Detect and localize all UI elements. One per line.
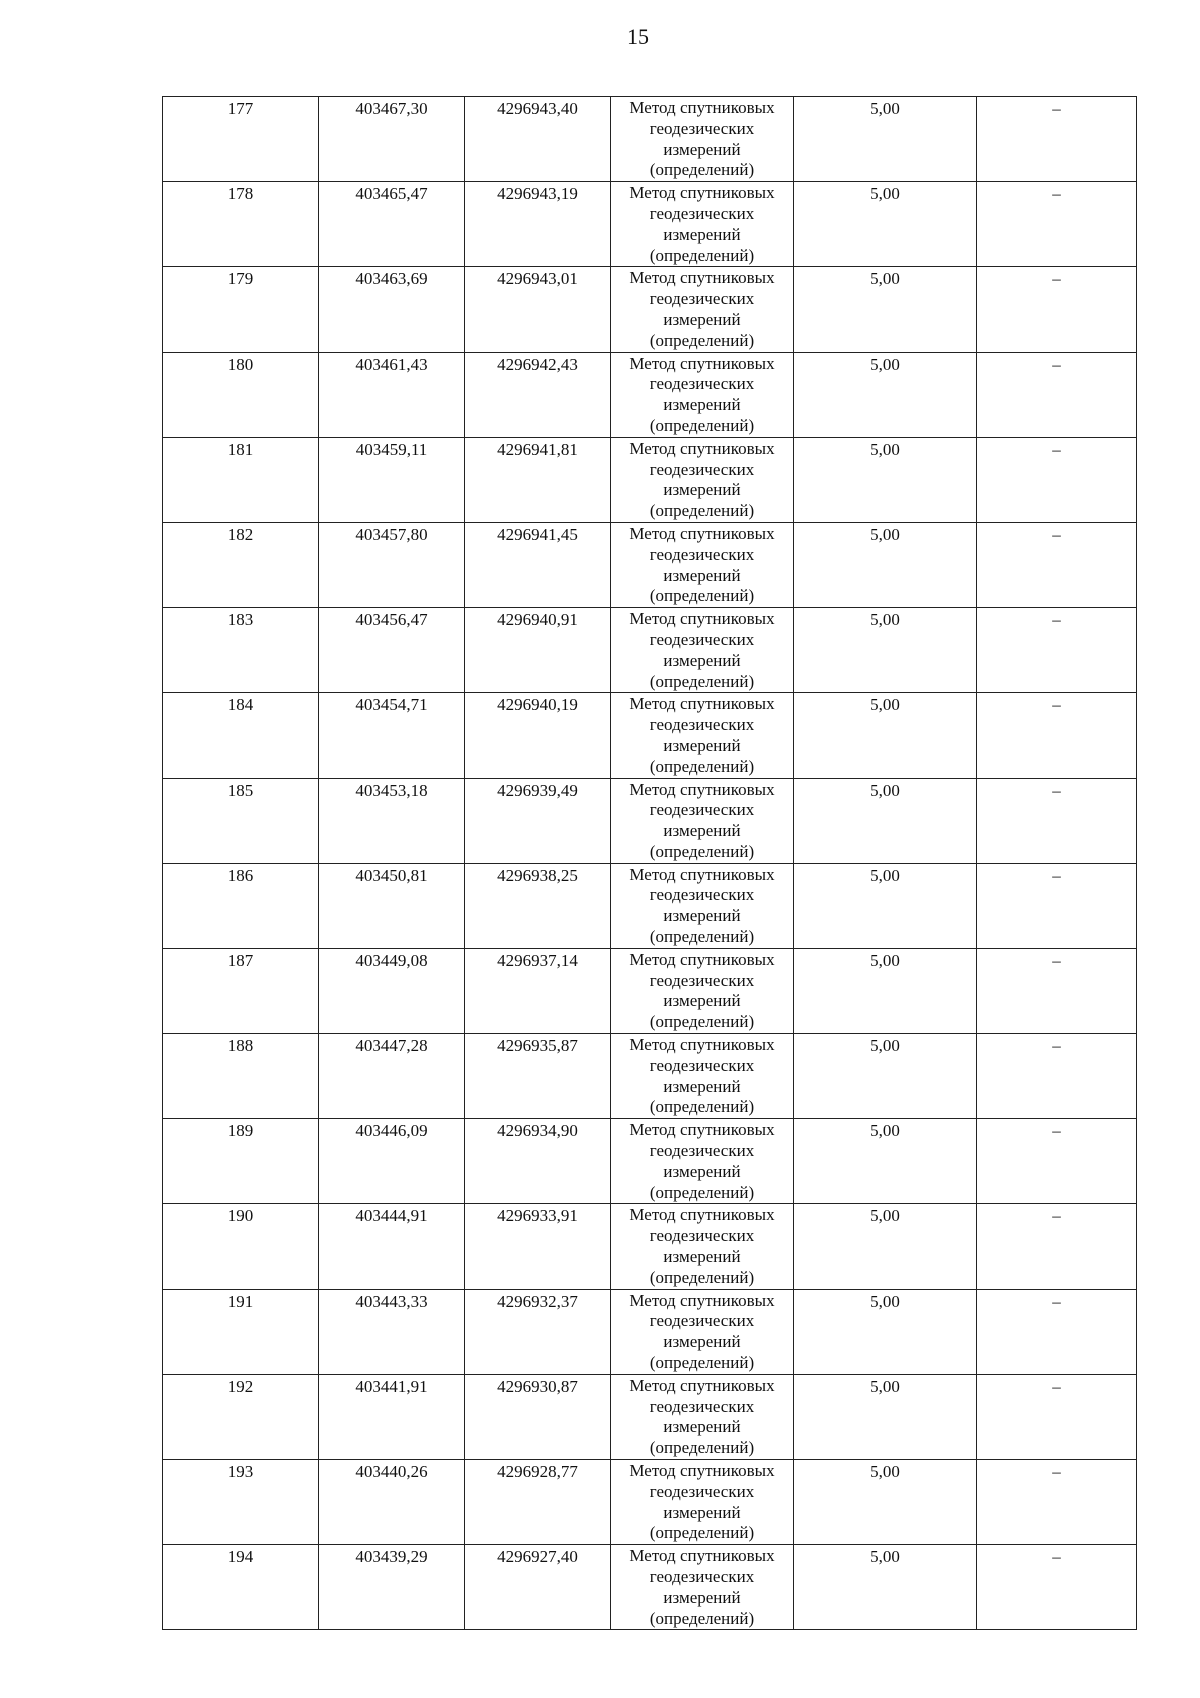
- table-row: [163, 1545, 1137, 1630]
- method-line: геодезических: [649, 1566, 755, 1586]
- method-line: Метод спутниковых: [629, 1120, 775, 1140]
- description-cell: –: [977, 778, 1137, 863]
- accuracy-cell: 5,00: [794, 608, 977, 693]
- x-coordinate-cell: 403450,81: [319, 863, 465, 948]
- method-line: измерений: [663, 650, 741, 670]
- method-line: Метод спутниковых: [629, 268, 775, 288]
- table-row: [163, 693, 1137, 778]
- point-number-cell: 192: [163, 1374, 319, 1459]
- table-row: [163, 522, 1137, 607]
- method-line: геодезических: [649, 374, 755, 394]
- method-line: (определений): [649, 1523, 755, 1543]
- method-cell: [611, 608, 794, 693]
- method-line: (определений): [649, 330, 755, 350]
- method-line: геодезических: [649, 459, 755, 479]
- point-number-cell: 185: [163, 778, 319, 863]
- description-cell: –: [977, 863, 1137, 948]
- accuracy-cell: 5,00: [794, 182, 977, 267]
- method-line: Метод спутниковых: [629, 1375, 775, 1395]
- description-cell: –: [977, 608, 1137, 693]
- accuracy-cell: 5,00: [794, 437, 977, 522]
- table-row: [163, 97, 1137, 182]
- point-number-cell: 191: [163, 1289, 319, 1374]
- method-line: измерений: [663, 991, 741, 1011]
- method-cell: [611, 522, 794, 607]
- method-cell: [611, 1204, 794, 1289]
- method-line: (определений): [649, 1267, 755, 1287]
- method-line: измерений: [663, 139, 741, 159]
- table-row: [163, 1204, 1137, 1289]
- method-line: геодезических: [649, 629, 755, 649]
- method-line: измерений: [663, 821, 741, 841]
- method-line: (определений): [649, 1182, 755, 1202]
- method-line: (определений): [649, 671, 755, 691]
- accuracy-cell: 5,00: [794, 352, 977, 437]
- table-row: [163, 778, 1137, 863]
- method-line: (определений): [649, 586, 755, 606]
- method-line: измерений: [663, 906, 741, 926]
- method-line: измерений: [663, 1587, 741, 1607]
- accuracy-cell: 5,00: [794, 948, 977, 1033]
- x-coordinate-cell: 403457,80: [319, 522, 465, 607]
- table-row: [163, 267, 1137, 352]
- x-coordinate-cell: 403447,28: [319, 1034, 465, 1119]
- point-number-cell: 187: [163, 948, 319, 1033]
- method-line: измерений: [663, 1161, 741, 1181]
- y-coordinate-cell: 4296927,40: [465, 1545, 611, 1630]
- method-line: (определений): [649, 1438, 755, 1458]
- point-number-cell: 193: [163, 1460, 319, 1545]
- y-coordinate-cell: 4296934,90: [465, 1119, 611, 1204]
- accuracy-cell: 5,00: [794, 693, 977, 778]
- method-line: измерений: [663, 1502, 741, 1522]
- description-cell: –: [977, 1460, 1137, 1545]
- point-number-cell: 178: [163, 182, 319, 267]
- method-cell: [611, 97, 794, 182]
- method-line: Метод спутниковых: [629, 353, 775, 373]
- method-line: измерений: [663, 1247, 741, 1267]
- x-coordinate-cell: 403443,33: [319, 1289, 465, 1374]
- method-line: геодезических: [649, 1396, 755, 1416]
- description-cell: –: [977, 267, 1137, 352]
- accuracy-cell: 5,00: [794, 1204, 977, 1289]
- method-line: (определений): [649, 1097, 755, 1117]
- method-cell: [611, 1374, 794, 1459]
- table-row: [163, 1374, 1137, 1459]
- method-line: геодезических: [649, 715, 755, 735]
- method-line: Метод спутниковых: [629, 1205, 775, 1225]
- method-line: (определений): [649, 1608, 755, 1628]
- method-cell: [611, 1119, 794, 1204]
- y-coordinate-cell: 4296939,49: [465, 778, 611, 863]
- point-number-cell: 194: [163, 1545, 319, 1630]
- table-row: [163, 948, 1137, 1033]
- table-row: [163, 1034, 1137, 1119]
- y-coordinate-cell: 4296937,14: [465, 948, 611, 1033]
- table-row: [163, 1460, 1137, 1545]
- method-line: Метод спутниковых: [629, 864, 775, 884]
- method-line: измерений: [663, 309, 741, 329]
- description-cell: –: [977, 352, 1137, 437]
- table-row: [163, 1289, 1137, 1374]
- method-line: геодезических: [649, 1311, 755, 1331]
- description-cell: –: [977, 1289, 1137, 1374]
- method-line: Метод спутниковых: [629, 609, 775, 629]
- method-line: измерений: [663, 1417, 741, 1437]
- accuracy-cell: 5,00: [794, 267, 977, 352]
- point-number-cell: 184: [163, 693, 319, 778]
- method-line: (определений): [649, 927, 755, 947]
- page-number: 15: [627, 24, 649, 49]
- point-number-cell: 183: [163, 608, 319, 693]
- y-coordinate-cell: 4296938,25: [465, 863, 611, 948]
- method-line: Метод спутниковых: [629, 523, 775, 543]
- method-line: геодезических: [649, 1226, 755, 1246]
- method-line: Метод спутниковых: [629, 949, 775, 969]
- y-coordinate-cell: 4296940,91: [465, 608, 611, 693]
- method-line: геодезических: [649, 1055, 755, 1075]
- y-coordinate-cell: 4296941,45: [465, 522, 611, 607]
- method-line: (определений): [649, 160, 755, 180]
- description-cell: –: [977, 522, 1137, 607]
- y-coordinate-cell: 4296943,01: [465, 267, 611, 352]
- method-line: измерений: [663, 1076, 741, 1096]
- description-cell: –: [977, 437, 1137, 522]
- method-line: измерений: [663, 1332, 741, 1352]
- accuracy-cell: 5,00: [794, 97, 977, 182]
- method-line: Метод спутниковых: [629, 183, 775, 203]
- x-coordinate-cell: 403456,47: [319, 608, 465, 693]
- accuracy-cell: 5,00: [794, 1374, 977, 1459]
- method-line: измерений: [663, 395, 741, 415]
- method-line: Метод спутниковых: [629, 1290, 775, 1310]
- description-cell: –: [977, 1034, 1137, 1119]
- accuracy-cell: 5,00: [794, 522, 977, 607]
- method-cell: [611, 1460, 794, 1545]
- method-line: геодезических: [649, 970, 755, 990]
- method-cell: [611, 182, 794, 267]
- description-cell: –: [977, 693, 1137, 778]
- description-cell: –: [977, 182, 1137, 267]
- method-line: геодезических: [649, 289, 755, 309]
- point-number-cell: 182: [163, 522, 319, 607]
- method-line: (определений): [649, 841, 755, 861]
- method-line: (определений): [649, 415, 755, 435]
- y-coordinate-cell: 4296932,37: [465, 1289, 611, 1374]
- method-line: измерений: [663, 480, 741, 500]
- table-row: [163, 437, 1137, 522]
- y-coordinate-cell: 4296943,40: [465, 97, 611, 182]
- accuracy-cell: 5,00: [794, 1545, 977, 1630]
- description-cell: –: [977, 1119, 1137, 1204]
- method-cell: [611, 437, 794, 522]
- point-number-cell: 181: [163, 437, 319, 522]
- coordinates-table-body: [163, 97, 1137, 1630]
- method-cell: [611, 863, 794, 948]
- method-line: геодезических: [649, 203, 755, 223]
- y-coordinate-cell: 4296935,87: [465, 1034, 611, 1119]
- table-row: [163, 608, 1137, 693]
- table-row: [163, 863, 1137, 948]
- x-coordinate-cell: 403459,11: [319, 437, 465, 522]
- method-cell: [611, 948, 794, 1033]
- method-line: Метод спутниковых: [629, 694, 775, 714]
- table-row: [163, 182, 1137, 267]
- description-cell: –: [977, 1374, 1137, 1459]
- method-line: Метод спутниковых: [629, 438, 775, 458]
- y-coordinate-cell: 4296941,81: [465, 437, 611, 522]
- method-line: измерений: [663, 565, 741, 585]
- method-cell: [611, 693, 794, 778]
- method-line: (определений): [649, 1012, 755, 1032]
- method-line: Метод спутниковых: [629, 1461, 775, 1480]
- point-number-cell: 188: [163, 1034, 319, 1119]
- method-line: Метод спутниковых: [629, 1546, 775, 1566]
- method-cell: [611, 1545, 794, 1630]
- method-line: (определений): [649, 245, 755, 265]
- method-line: геодезических: [649, 1141, 755, 1161]
- method-cell: [611, 778, 794, 863]
- method-cell: [611, 1034, 794, 1119]
- point-number-cell: 190: [163, 1204, 319, 1289]
- accuracy-cell: 5,00: [794, 1034, 977, 1119]
- method-line: Метод спутниковых: [629, 779, 775, 799]
- accuracy-cell: 5,00: [794, 863, 977, 948]
- method-line: Метод спутниковых: [629, 98, 775, 117]
- y-coordinate-cell: 4296930,87: [465, 1374, 611, 1459]
- x-coordinate-cell: 403467,30: [319, 97, 465, 182]
- x-coordinate-cell: 403441,91: [319, 1374, 465, 1459]
- method-cell: [611, 267, 794, 352]
- x-coordinate-cell: 403446,09: [319, 1119, 465, 1204]
- y-coordinate-cell: 4296942,43: [465, 352, 611, 437]
- method-line: (определений): [649, 501, 755, 521]
- point-number-cell: 180: [163, 352, 319, 437]
- method-line: геодезических: [649, 118, 755, 138]
- x-coordinate-cell: 403449,08: [319, 948, 465, 1033]
- x-coordinate-cell: 403454,71: [319, 693, 465, 778]
- x-coordinate-cell: 403461,43: [319, 352, 465, 437]
- point-number-cell: 186: [163, 863, 319, 948]
- x-coordinate-cell: 403463,69: [319, 267, 465, 352]
- y-coordinate-cell: 4296943,19: [465, 182, 611, 267]
- method-line: геодезических: [649, 1481, 755, 1501]
- point-number-cell: 177: [163, 97, 319, 182]
- y-coordinate-cell: 4296933,91: [465, 1204, 611, 1289]
- description-cell: –: [977, 1545, 1137, 1630]
- accuracy-cell: 5,00: [794, 778, 977, 863]
- x-coordinate-cell: 403465,47: [319, 182, 465, 267]
- method-line: измерений: [663, 224, 741, 244]
- method-cell: [611, 1289, 794, 1374]
- accuracy-cell: 5,00: [794, 1119, 977, 1204]
- table-row: [163, 352, 1137, 437]
- accuracy-cell: 5,00: [794, 1289, 977, 1374]
- method-line: Метод спутниковых: [629, 1035, 775, 1055]
- method-line: (определений): [649, 1353, 755, 1373]
- method-line: геодезических: [649, 800, 755, 820]
- x-coordinate-cell: 403439,29: [319, 1545, 465, 1630]
- description-cell: –: [977, 1204, 1137, 1289]
- method-line: измерений: [663, 735, 741, 755]
- accuracy-cell: 5,00: [794, 1460, 977, 1545]
- method-cell: [611, 352, 794, 437]
- x-coordinate-cell: 403440,26: [319, 1460, 465, 1545]
- x-coordinate-cell: 403444,91: [319, 1204, 465, 1289]
- description-cell: –: [977, 97, 1137, 182]
- y-coordinate-cell: 4296928,77: [465, 1460, 611, 1545]
- x-coordinate-cell: 403453,18: [319, 778, 465, 863]
- method-line: геодезических: [649, 885, 755, 905]
- point-number-cell: 179: [163, 267, 319, 352]
- coordinates-table: [162, 96, 1137, 1630]
- table-row: [163, 1119, 1137, 1204]
- description-cell: –: [977, 948, 1137, 1033]
- method-line: геодезических: [649, 544, 755, 564]
- method-line: (определений): [649, 756, 755, 776]
- y-coordinate-cell: 4296940,19: [465, 693, 611, 778]
- point-number-cell: 189: [163, 1119, 319, 1204]
